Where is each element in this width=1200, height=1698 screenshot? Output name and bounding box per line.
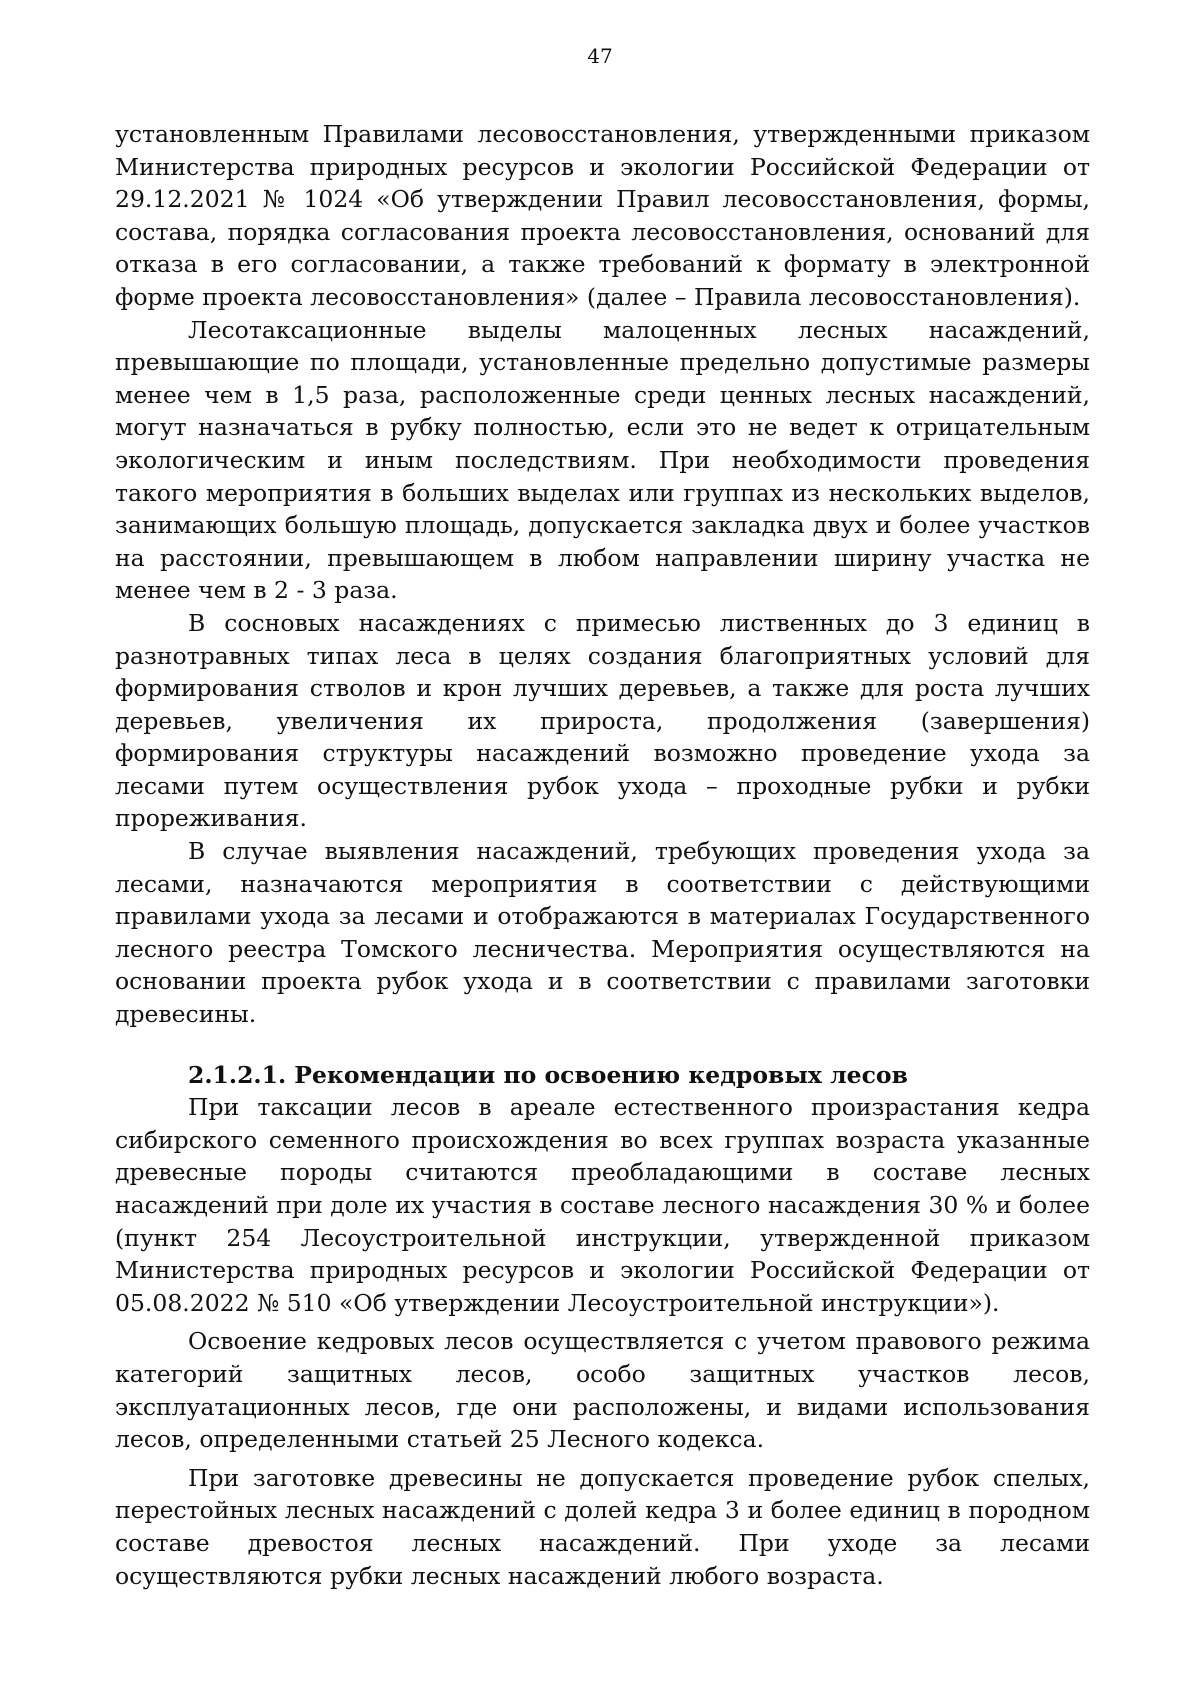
paragraph-forest-care: В случае выявления насаждений, требующих проведения ухода за лесами, назначаются мероприятия в соответствии с действующими правилами ухода за лесами и отображаются в материалах Государственного лесного реестра Томского лесничества. Мероприятия осуществляются на основании проекта рубок ухода и в соответствии с правилами заготовки древесины. bbox=[115, 837, 1090, 1029]
paragraph-cedar-harvesting: При заготовке древесины не допускается проведение рубок спелых, перестойных лесных насаждений с долей кедра 3 и более единиц в породном составе древостоя лесных насаждений. При уходе за лесами осуществляются рубки лесных насаждений любого возраста. bbox=[115, 1463, 1090, 1590]
page-number: 47 bbox=[587, 44, 613, 68]
paragraph-low-value-stands: Лесотаксационные выделы малоценных лесных насаждений, превышающие по площади, установленные предельно допустимые размеры менее чем в 1,5 раза, расположенные среди ценных лесных насаждений, могут назначаться в рубку полностью, если это не ведет к отрицательным экологическим и иным последствиям. При необходимости проведения такого мероприятия в больших выделах или группах из нескольких выделов, занимающих большую площадь, допускается закладка двух и более участков на расстоянии, превышающем в любом направлении ширину участка не менее чем в 2 - 3 раза. bbox=[115, 315, 1090, 605]
section-heading-cedar-forests: 2.1.2.1. Рекомендации по освоению кедровых лесов bbox=[188, 1060, 908, 1089]
paragraph-pine-stands: В сосновых насаждениях с примесью лиственных до 3 единиц в разнотравных типах леса в целях создания благоприятных условий для формирования стволов и крон лучших деревьев, а также для роста лучших деревьев, увеличения их прироста, продолжения (завершения) формирования структуры насаждений возможно проведение ухода за лесами путем осуществления рубок ухода – проходные рубки и рубки прореживания. bbox=[115, 608, 1090, 833]
paragraph-continuation: установленным Правилами лесовосстановления, утвержденными приказом Министерства природных ресурсов и экологии Российской Федерации от 29.12.2021 № 1024 «Об утверждении Правил лесовосстановления, формы, состава, порядка согласования проекта лесовосстановления, оснований для отказа в его согласовании, а также требований к формату в электронной форме проекта лесовосстановления» (далее – Правила лесовосстановления). bbox=[115, 120, 1090, 311]
paragraph-cedar-development: Освоение кедровых лесов осуществляется с учетом правового режима категорий защитных лесов, особо защитных участков лесов, эксплуатационных лесов, где они расположены, и видами использования лесов, определенными статьей 25 Лесного кодекса. bbox=[115, 1327, 1090, 1454]
document-body bbox=[115, 118, 1090, 1592]
paragraph-cedar-taxation: При таксации лесов в ареале естественного произрастания кедра сибирского семенного происхождения во всех группах возраста указанные древесные породы считаются преобладающими в составе лесных насаждений при доле их участия в составе лесного насаждения 30 % и более (пункт 254 Лесоустроительной инструкции, утвержденной приказом Министерства природных ресурсов и экологии Российской Федерации от 05.08.2022 № 510 «Об утверждении Лесоустроительной инструкции»). bbox=[115, 1093, 1090, 1317]
